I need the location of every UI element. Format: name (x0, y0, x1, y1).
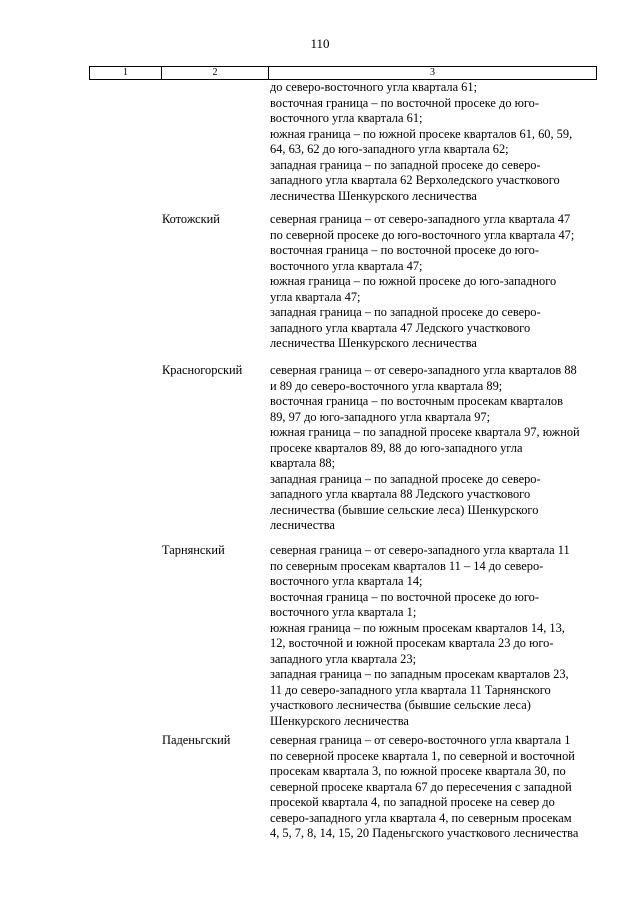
district-name: Тарнянский (162, 543, 225, 557)
description-line: южная граница – по западной просеке квартала 97, южной (270, 425, 580, 439)
district-description (270, 543, 600, 729)
district-description (270, 212, 600, 352)
description-line: участкового лесничества (бывшие сельские леса) (270, 698, 531, 712)
district-name: Котожский (162, 212, 220, 226)
description-line: западного угла квартала 88 Ледского участкового (270, 487, 531, 501)
description-line: северная граница – от северо-западного угла квартала 47 (270, 212, 571, 226)
description-line: западного угла квартала 47 Ледского участкового (270, 320, 531, 335)
description-line: лесничества (270, 518, 335, 532)
description-line: и 89 до северо-восточного угла квартала 89; (270, 378, 503, 393)
description-line: северной просеке квартала 67 до пересечения с западной (270, 779, 572, 794)
description-line: южная граница – по южной просеке кварталов 61, 60, 59, (270, 126, 573, 141)
description-line: восточного угла квартала 47; (270, 258, 423, 273)
district-description (270, 363, 600, 534)
district-name: Паденьгский (162, 733, 231, 747)
description-line: 4, 5, 7, 8, 14, 15, 20 Паденьгского участкового лесничества (270, 826, 579, 840)
description-line: по северным просекам кварталов 11 – 14 до северо- (270, 558, 544, 573)
description-line: северная граница – от северо-западного угла кварталов 88 (270, 363, 577, 377)
description-line: просекам квартала 3, по южной просеке квартала 30, по (270, 764, 566, 778)
district-name: Красногорский (162, 363, 243, 377)
description-line: просекой квартала 4, по западной просеке на север до (270, 795, 555, 809)
column-header-2: 2 (162, 67, 269, 79)
description-line: восточная граница – по восточной просеке до юго- (270, 95, 539, 110)
description-line: лесничества Шенкурского лесничества (270, 336, 477, 350)
description-line: восточного угла квартала 1; (270, 605, 417, 619)
description-line: западного угла квартала 62 Верхоледского участкового (270, 173, 560, 187)
continuation-description (270, 80, 600, 204)
description-line: 64, 63, 62 до юго-западного угла квартала 62; (270, 142, 509, 156)
description-line: восточная граница – по восточной просеке до юго- (270, 243, 539, 257)
description-line: западная граница – по западной просеке до северо- (270, 157, 541, 172)
description-line: просеке кварталов 89, 88 до юго-западного угла (270, 440, 523, 455)
description-line: до северо-восточного угла квартала 61; (270, 80, 478, 94)
description-line: по северной просеке квартала 1, по северной и восточной (270, 748, 575, 763)
description-line: восточная граница – по восточным просекам кварталов (270, 394, 563, 408)
column-header-1: 1 (90, 67, 162, 79)
description-line: восточного угла квартала 14; (270, 574, 423, 588)
description-line: квартала 88; (270, 456, 336, 470)
description-line: западного угла квартала 23; (270, 651, 417, 666)
description-line: западная граница – по западным просекам кварталов 23, (270, 667, 569, 681)
description-line: угла квартала 47; (270, 289, 361, 304)
description-line: лесничества (бывшие сельские леса) Шенкурского (270, 502, 539, 517)
description-line: южная граница – по южным просекам кварталов 14, 13, (270, 620, 565, 635)
description-line: северо-западного угла квартала 4, по северным просекам (270, 810, 572, 825)
description-line: 11 до северо-западного угла квартала 11 Тарнянского (270, 682, 551, 697)
description-line: западная граница – по западной просеке до северо- (270, 305, 541, 319)
description-line: восточная граница – по восточной просеке до юго- (270, 589, 539, 604)
description-line: северная граница – от северо-западного угла квартала 11 (270, 543, 570, 557)
description-line: по северной просеке до юго-восточного угла квартала 47; (270, 227, 575, 242)
page-number: 110 (310, 36, 330, 51)
column-header-row (89, 66, 597, 80)
description-line: восточного угла квартала 61; (270, 111, 423, 125)
description-line: Шенкурского лесничества (270, 713, 409, 728)
description-line: 89, 97 до юго-западного угла квартала 97; (270, 409, 491, 424)
column-header-3: 3 (430, 67, 435, 78)
description-line: южная граница – по южной просеке до юго-западного (270, 274, 557, 288)
description-line: северная граница – от северо-восточного угла квартала 1 (270, 733, 571, 747)
description-line: западная граница – по западной просеке до северо- (270, 471, 541, 486)
description-line: лесничества Шенкурского лесничества (270, 188, 477, 203)
description-line: 12, восточной и южной просекам квартала 23 до юго- (270, 636, 554, 650)
district-description (270, 733, 600, 842)
